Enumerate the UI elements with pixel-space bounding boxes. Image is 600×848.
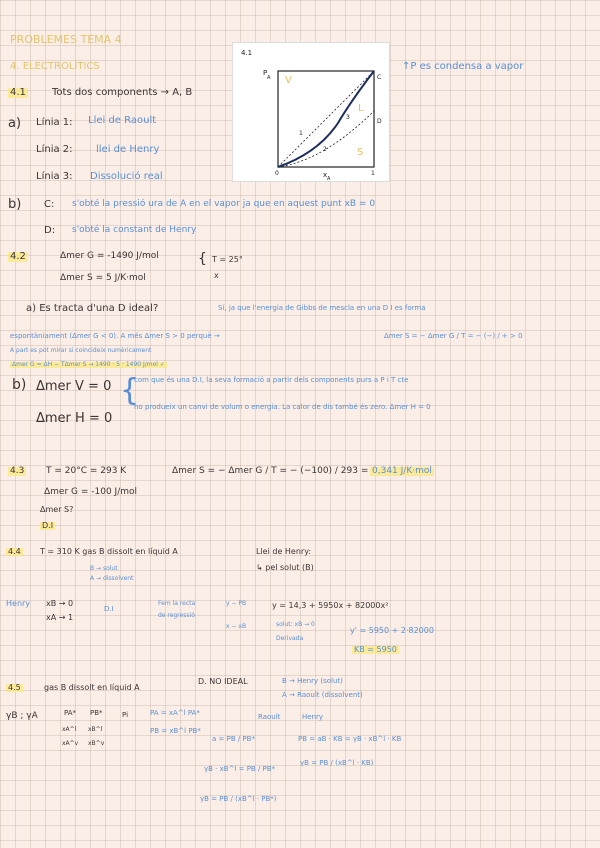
x-axis-label: x	[323, 171, 328, 179]
ideal-solution-4-3: D.I	[42, 521, 54, 530]
curve-1-label: 1	[299, 130, 303, 137]
point-c-label: C	[377, 74, 382, 81]
answer-4-2-a-line3: A part es pot mirar si coincideix numèricament	[10, 347, 152, 354]
solid-region-label: S	[357, 147, 364, 158]
raoult-label: Raoult	[258, 713, 281, 721]
temperature-value: T = 25°	[212, 255, 243, 264]
problem-4-1-number: 4.1	[10, 87, 26, 98]
gas-region-label: V	[285, 75, 292, 86]
entropy-result-4-3: 0,341 J/K·mol	[372, 466, 432, 476]
non-ideal-label: D. NO IDEAL	[198, 677, 248, 686]
composition-x: x	[214, 271, 219, 280]
henry-activity-eq: PB = aB · KB = γB · xB^l · KB	[298, 735, 402, 743]
part-b-label: b)	[8, 197, 22, 212]
page-title: PROBLEMES TEMA 4	[10, 33, 122, 46]
origin-label: 0	[275, 170, 279, 177]
answer-4-2-b-line2: no produeix un canvi de volum o energia. La calor de dis també és zero. Δmer H = 0	[134, 403, 431, 411]
entropy-formula-4-3: Δmer S = − Δmer G / T = − (−100) / 293 =	[172, 466, 369, 476]
point-c-explanation: s'obté la pressió ura de A en el vapor ja que en aquest punt xB = 0	[72, 199, 376, 209]
xa-liquid: xA^l	[62, 726, 77, 733]
answer-4-2-a-line2: espontàniament (Δmer G < 0). A més Δmer S > 0 perquè →	[10, 332, 220, 340]
regression-y: y − PB	[226, 600, 247, 607]
henry-law-solute: ↳ pel solut (B)	[256, 563, 314, 572]
line-1-name: Línia 1:	[36, 117, 73, 128]
derivative-equation: y' = 5950 + 2·82000	[350, 626, 434, 635]
regression-x: x − xB	[226, 623, 247, 630]
pb-star: PB*	[90, 709, 103, 717]
y-axis-sub: A	[267, 75, 271, 81]
b-solute-role: B → solut	[90, 565, 118, 572]
problem-4-4-statement: T = 310 K gas B dissolt en líquid A	[40, 547, 178, 556]
point-d-name: D:	[44, 225, 56, 236]
x-end-label: 1	[371, 170, 375, 177]
condensation-note: ↑P es condensa a vapor	[402, 61, 524, 72]
raoult-eq-a: PA = xA^l PA*	[150, 709, 200, 717]
regression-note-2: de regressió	[158, 612, 195, 619]
y-axis-label: P	[263, 69, 268, 77]
pa-star: PA*	[64, 709, 77, 717]
problem-4-4-number: 4.4	[8, 547, 21, 556]
derivative-label: Derivada	[276, 635, 304, 642]
b-henry-role: B → Henry (solut)	[282, 677, 343, 685]
curve-3-label: 3	[346, 114, 350, 121]
x-axis-sub: A	[327, 176, 331, 181]
line-1-value: Llei de Raoult	[88, 115, 157, 126]
brace: {	[198, 251, 207, 267]
figure-label: 4.1	[241, 49, 253, 57]
volume-mixing-zero: Δmer V = 0	[36, 379, 112, 394]
xa-limit: xA → 1	[46, 613, 74, 622]
activity-fraction: a = PB / PB*	[212, 735, 255, 743]
problem-4-5-intro: gas B dissolt en líquid A	[44, 683, 140, 692]
a-solvent-role: A → dissolvent	[90, 575, 134, 582]
question-4-3: Δmer S?	[40, 505, 74, 514]
answer-4-2-b-line1: com que és una D.I, la seva formació a partir dels components purs a P i T cte	[134, 376, 409, 384]
henry-label-4-4: Henry	[6, 599, 31, 608]
line-3-name: Línia 3:	[36, 171, 73, 182]
curve-2-label: 2	[323, 146, 327, 153]
point-d-explanation: s'obté la constant de Henry	[72, 225, 197, 235]
point-d-label: D	[377, 118, 382, 125]
raoult-eq-b: PB = xB^l PB*	[150, 727, 201, 735]
answer-4-2-a-line1: Sí, ja que l'energia de Gibbs de mescla en una D I es forma	[218, 304, 426, 312]
regression-note-1: Fem la recta	[158, 600, 196, 607]
ideal-solution-4-4: D.I	[104, 605, 114, 613]
henry-constant-result: KB = 5950	[354, 645, 397, 654]
gamma-b-equation: γB · xB^l = PB / PB*	[204, 765, 276, 773]
xa-vapor: xA^v	[62, 740, 79, 747]
problem-4-1-intro: Tots dos components → A, B	[52, 87, 193, 98]
problem-4-5-number: 4.5	[8, 683, 21, 692]
solute-limit: solut: xB → 0	[276, 621, 315, 628]
regression-equation: y = 14,3 + 5950x + 82000x²	[272, 601, 389, 610]
gamma-b-result: γB = PB / (xB^l · KB)	[300, 759, 374, 767]
henry-label-4-5: Henry	[302, 713, 324, 721]
liquid-region-label: L	[358, 103, 364, 114]
xb-vapor: xB^v	[88, 740, 105, 747]
enthalpy-mixing-zero: Δmer H = 0	[36, 411, 113, 426]
part-4-2-b-label: b)	[12, 377, 27, 393]
gamma-b-final: γB = PB / (xB^l · PB*)	[200, 795, 277, 803]
henry-law-title: Llei de Henry:	[256, 547, 312, 556]
part-a-label: a)	[8, 116, 22, 131]
brace-4-2-b: {	[120, 373, 140, 408]
gibbs-4-3: Δmer G = -100 J/mol	[44, 487, 138, 497]
line-2-value: llei de Henry	[96, 144, 160, 155]
point-c-name: C:	[44, 199, 55, 210]
page-subtitle: 4. ELECTROLÍTICS	[10, 61, 100, 72]
entropy-mixing-value: Δmer S = 5 J/K·mol	[60, 273, 146, 283]
line-2-name: Línia 2:	[36, 144, 73, 155]
pi-label: Pi	[122, 711, 129, 719]
gibbs-mixing-value: Δmer G = -1490 J/mol	[60, 251, 159, 261]
activity-coefficients: γB ; γA	[6, 711, 38, 721]
entropy-formula: Δmer S = − Δmer G / T = − (−) / + > 0	[384, 332, 523, 340]
problem-4-2-number: 4.2	[10, 251, 26, 262]
line-3-value: Dissolució real	[90, 171, 163, 182]
phase-diagram-figure	[232, 42, 390, 182]
xb-liquid: xB^l	[88, 726, 103, 733]
a-raoult-role: A → Raoult (dissolvent)	[282, 691, 363, 699]
part-4-2-a-question: a) Es tracta d'una D ideal?	[26, 303, 159, 314]
problem-4-3-number: 4.3	[10, 466, 25, 476]
temperature-4-3: T = 20°C = 293 K	[46, 466, 127, 476]
xb-limit: xB → 0	[46, 599, 74, 608]
answer-4-2-a-check: Δmer G = ΔH − TΔmer S → 1490 · 5 · 1490 J/mol ✓	[12, 361, 165, 368]
phase-diagram-svg	[233, 43, 389, 181]
